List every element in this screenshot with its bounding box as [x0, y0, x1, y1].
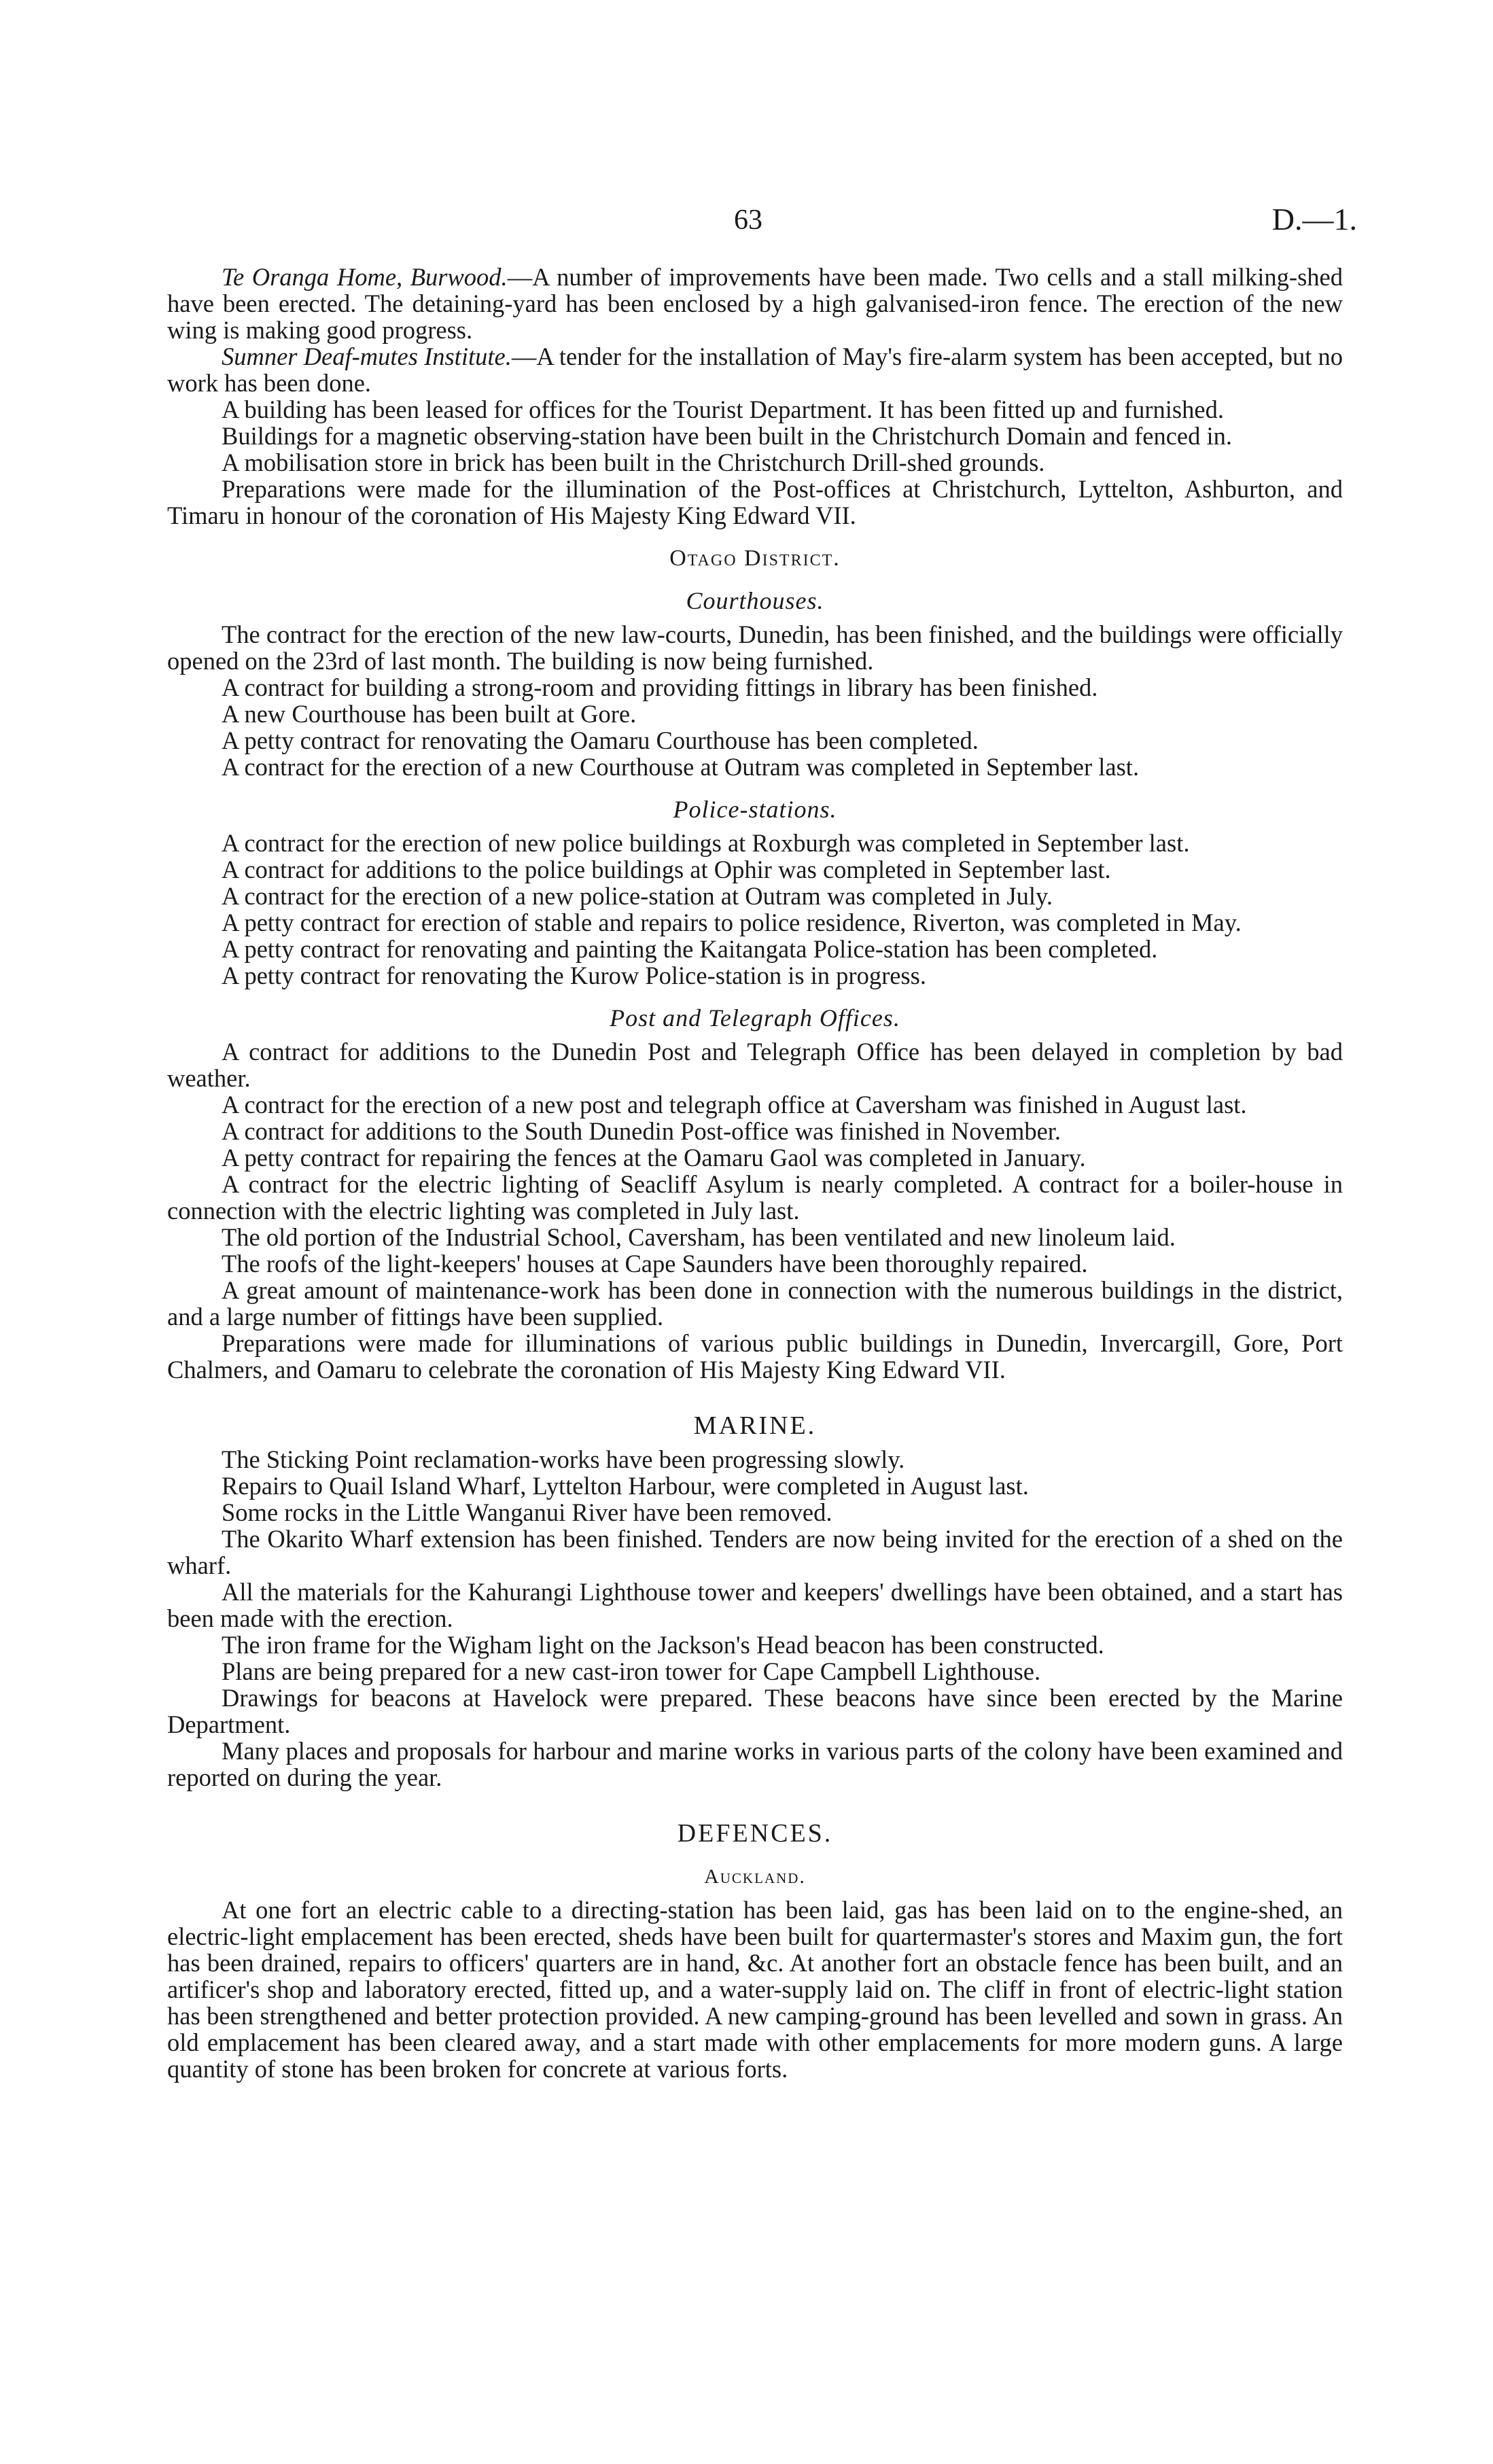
paragraph: A contract for the erection of new police buildings at Roxburgh was completed in September last.: [222, 829, 1190, 857]
paragraph: The iron frame for the Wigham light on the Jackson's Head beacon has been constructed.: [222, 1631, 1104, 1659]
section-heading-marine: MARINE.: [693, 1411, 817, 1440]
paragraph: A contract for the erection of a new post and telegraph office at Caversham was finished in August last.: [222, 1091, 1247, 1119]
paragraph: A petty contract for renovating the Oamaru Courthouse has been completed.: [222, 726, 979, 754]
paragraph: Many places and proposals for harbour and marine works in various parts of the colony have been examined and reported on during the year.: [167, 1737, 1343, 1791]
paragraph-label: Te Oranga Home, Burwood.: [222, 263, 508, 291]
paragraph: The contract for the erection of the new law-courts, Dunedin, has been finished, and the buildings were officially opened on the 23rd of last month. The building is now being furnished.: [167, 620, 1343, 675]
section-heading-otago: Otago District.: [669, 546, 841, 571]
paragraph: A mobilisation store in brick has been built in the Christchurch Drill-shed grounds.: [222, 448, 1045, 476]
document-reference: D.—1.: [1271, 202, 1357, 236]
paragraph: A petty contract for renovating the Kurow Police-station is in progress.: [222, 962, 926, 989]
paragraph: The Okarito Wharf extension has been finished. Tenders are now being invited for the erection of a shed on the wharf.: [167, 1525, 1343, 1579]
paragraph: A petty contract for erection of stable and repairs to police residence, Riverton, was completed in May.: [222, 909, 1242, 936]
section-heading-defences: DEFENCES.: [677, 1819, 833, 1848]
document-body: [167, 264, 1343, 2082]
paragraph: The roofs of the light-keepers' houses at Cape Saunders have been thoroughly repaired.: [222, 1250, 1088, 1278]
paragraph: A contract for additions to the police buildings at Ophir was completed in September last.: [222, 856, 1111, 883]
paragraph: A new Courthouse has been built at Gore.: [222, 700, 637, 728]
paragraph: Some rocks in the Little Wanganui River have been removed.: [222, 1498, 832, 1526]
paragraph: Preparations were made for the illumination of the Post-offices at Christchurch, Lyttelton, Ashburton, and Timaru in honour of the coronation of His Majesty King Edward VII.: [167, 475, 1343, 529]
paragraph: Buildings for a magnetic observing-station have been built in the Christchurch Domain and fenced in.: [222, 422, 1233, 450]
paragraph-label: Sumner Deaf-mutes Institute.: [222, 342, 512, 370]
paragraph: A building has been leased for offices for the Tourist Department. It has been fitted up and furnished.: [222, 395, 1224, 423]
subheading-post-telegraph: Post and Telegraph Offices.: [610, 1004, 900, 1032]
subheading-auckland: Auckland.: [704, 1865, 806, 1888]
paragraph: The old portion of the Industrial School, Caversham, has been ventilated and new linoleum laid.: [222, 1223, 1176, 1251]
paragraph: A petty contract for renovating and painting the Kaitangata Police-station has been completed.: [222, 935, 1158, 963]
paragraph-sumner: Sumner Deaf-mutes Institute.—A tender for the installation of May's fire-alarm system has been accepted, but no work has been done.: [167, 342, 1343, 397]
paragraph: Drawings for beacons at Havelock were prepared. These beacons have since been erected by the Marine Department.: [167, 1684, 1343, 1738]
paragraph: A great amount of maintenance-work has been done in connection with the numerous buildings in the district, and a large number of fittings have been supplied.: [167, 1276, 1343, 1331]
paragraph: Repairs to Quail Island Wharf, Lyttelton Harbour, were completed in August last.: [222, 1472, 1029, 1500]
paragraph: All the materials for the Kahurangi Lighthouse tower and keepers' dwellings have been obtained, and a start has been made with the erection.: [167, 1578, 1343, 1632]
page-number: 63: [734, 205, 762, 236]
paragraph: The Sticking Point reclamation-works have been progressing slowly.: [222, 1445, 905, 1473]
paragraph: A contract for building a strong-room and providing fittings in library has been finished.: [222, 673, 1098, 701]
paragraph: A contract for the erection of a new police-station at Outram was completed in July.: [222, 882, 1053, 910]
paragraph-te-oranga: Te Oranga Home, Burwood.—A number of improvements have been made. Two cells and a stall milking-shed have been erected. The detaining-yard has been enclosed by a high galvanised-iron fence. The erection of the new wing is making good progress.: [167, 263, 1343, 344]
paragraph: A petty contract for repairing the fences at the Oamaru Gaol was completed in January.: [222, 1144, 1086, 1172]
paragraph: A contract for the electric lighting of Seacliff Asylum is nearly completed. A contract for a boiler-house in connection with the electric lighting was completed in July last.: [167, 1170, 1343, 1225]
paragraph: At one fort an electric cable to a directing-station has been laid, gas has been laid on to the engine-shed, an electric-light emplacement has been erected, sheds have been built for quartermaster's stores and Maxim gun, the fort has been drained, repairs to officers' quarters are in hand, &c. At another fort an obstacle fence has been built, and an artificer's shop and laboratory erected, fitted up, and a water-supply laid on. The cliff in front of electric-light station has been strengthened and better protection provided. A new camping-ground has been levelled and sown in grass. An old emplacement has been cleared away, and a start made with other emplacements for more modern guns. A large quantity of stone has been broken for concrete at various forts.: [167, 1896, 1343, 2083]
subheading-courthouses: Courthouses.: [686, 587, 824, 614]
paragraph: A contract for additions to the South Dunedin Post-office was finished in November.: [222, 1117, 1061, 1145]
paragraph: A contract for the erection of a new Courthouse at Outram was completed in September last.: [222, 753, 1140, 781]
subheading-police-stations: Police-stations.: [673, 796, 837, 823]
paragraph: Preparations were made for illuminations of various public buildings in Dunedin, Invercargill, Gore, Port Chalmers, and Oamaru to celebrate the coronation of His Majesty King Edward VII.: [167, 1329, 1343, 1384]
paragraph: A contract for additions to the Dunedin Post and Telegraph Office has been delayed in completion by bad weather.: [167, 1038, 1343, 1092]
paragraph: Plans are being prepared for a new cast-iron tower for Cape Campbell Lighthouse.: [222, 1657, 1041, 1685]
